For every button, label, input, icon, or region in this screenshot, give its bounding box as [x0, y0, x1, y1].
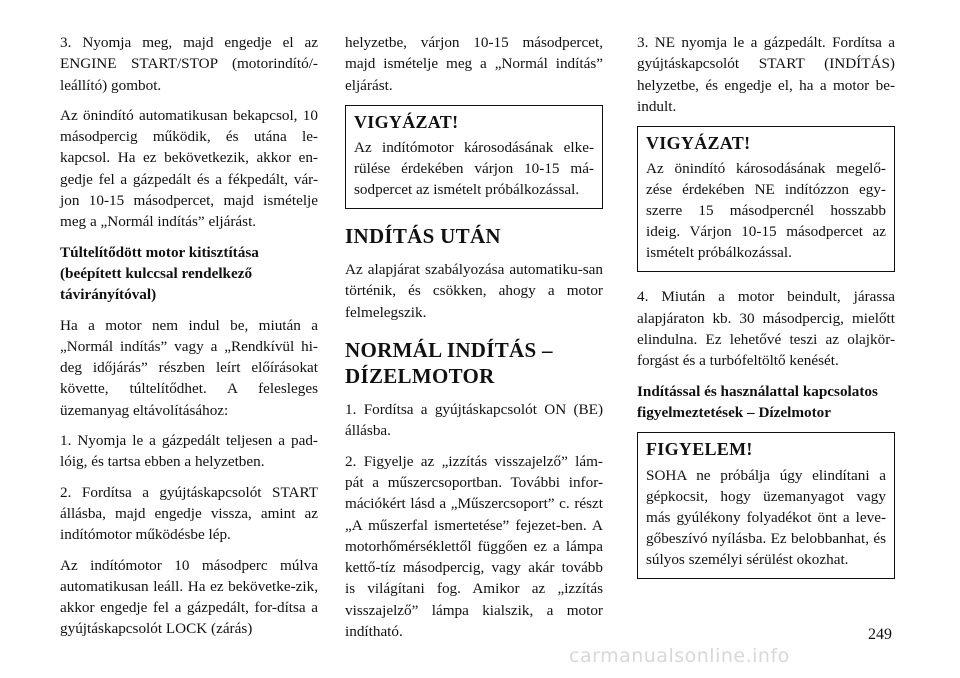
column-right — [637, 32, 895, 593]
paragraph-step-4-idle: 4. Miután a motor beindult, járassa alapjáraton kb. 30 másodpercig, mielőtt elindulna. Ez lehetővé teszi az olajkör-forgást és a turbófeltöltő kenését. — [637, 288, 895, 370]
warning-text: Az indítómotor károsodásának elke-rülése érdekében várjon 10-15 má-sodpercet az ismételt próbálkozással. — [354, 139, 594, 199]
heading-after-start: INDÍTÁS UTÁN — [345, 224, 501, 249]
column-left — [60, 32, 318, 649]
caution-box-fuel — [637, 432, 895, 578]
caution-text: SOHA ne próbálja úgy elindítani a gépkocsit, hogy üzemanyagot vagy más gyúlékony folyadékot önt a leve-gőbeszívó nyílásba. Ez belobbanhat, és súlyos személyi sérülést okozhat. — [646, 466, 886, 568]
warning-text: Az önindító károsodásának megelő-zése érdekében NE indítózzon egy-szerre 15 másodpercnél hosszabb ideig. Várjon 10-15 másodpercet az ismételt próbálkozással. — [646, 160, 886, 262]
paragraph-starter-auto: Az önindító automatikusan bekapcsol, 10 másodpercig működik, és utána le-kapcsol. Ha ez bekövetkezik, akkor en-gedje fel a gázpedált és a fékpedált, vár-jon 10-15 másodpercet, majd ismételje meg a „Normál indítás” eljárást. — [60, 106, 318, 231]
subheading-flooded-engine: Túltelítődött motor kitisztítása (beépített kulccsal rendelkező távirányítóval) — [60, 243, 259, 304]
paragraph-step-1-ignition-on: 1. Fordítsa a gyújtáskapcsolót ON (BE) állásba. — [345, 401, 603, 440]
paragraph-step-1-accelerator: 1. Nyomja le a gázpedált teljesen a pad-lóig, és tartsa ebben a helyzetben. — [60, 432, 318, 471]
warning-box-starter — [345, 105, 603, 209]
caution-title: FIGYELEM! — [646, 439, 753, 460]
watermark-text: carmanualsonline.info — [569, 645, 790, 667]
warning-title: VIGYÁZAT! — [646, 133, 751, 154]
paragraph-step-2-glow-plug: 2. Figyelje az „izzítás visszajelző” lám-pát a műszercsoportban. További infor-mációkért lásd a „Műszercsoport” c. részt „A műszerfal ismertetése” fejezet-ben. A motorhőmérséklettől függően ez a lámpa kettő-tíz másodpercig, vagy akár tovább is világítani fog. Amikor az „izzítás visszajelző” lámpa kialszik, a motor indítható. — [345, 452, 603, 641]
page-number: 249 — [868, 626, 892, 643]
heading-normal-start-diesel: NORMÁL INDÍTÁS – DÍZELMOTOR — [345, 338, 553, 389]
subheading-diesel-warnings: Indítással és használattal kapcsolatos figyelmeztetések – Dízelmotor — [637, 382, 878, 421]
warning-title: VIGYÁZAT! — [354, 111, 459, 132]
paragraph-idle-control: Az alapjárat szabályozása automatiku-san történik, és csökken, ahogy a motor felmelegszik. — [345, 261, 603, 321]
paragraph-step-3-engine-start: 3. Nyomja meg, majd engedje el az ENGINE START/STOP (motorindító/-leállító) gombot. — [60, 34, 318, 94]
warning-box-cranking — [637, 126, 895, 272]
paragraph-step-2-ignition-start: 2. Fordítsa a gyújtáskapcsolót START állásba, majd engedje vissza, amint az indítómotor működésbe lép. — [60, 483, 318, 544]
paragraph-step-3-no-accelerator: 3. NE nyomja le a gázpedált. Fordítsa a gyújtáskapcsolót START (INDÍTÁS) helyzetbe, és engedje el, ha a motor be-indult. — [637, 34, 895, 115]
paragraph-flooded-intro: Ha a motor nem indul be, miután a „Normál indítás” vagy a „Rendkívül hi-deg időjárás” részben leírt előírásokat követte, túltelítődhet. A felesleges üzemanyag eltávolításához: — [60, 316, 318, 419]
paragraph-continued-wait: helyzetbe, várjon 10-15 másodpercet, majd ismételje meg a „Normál indítás” eljárást. — [345, 34, 603, 94]
column-middle — [345, 32, 603, 651]
paragraph-starter-stop: Az indítómotor 10 másodperc múlva automatikusan leáll. Ha ez bekövetke-zik, akkor engedje fel a gázpedált, for-dítsa a gyújtáskapcsolót LOCK (zárás) — [60, 556, 318, 638]
